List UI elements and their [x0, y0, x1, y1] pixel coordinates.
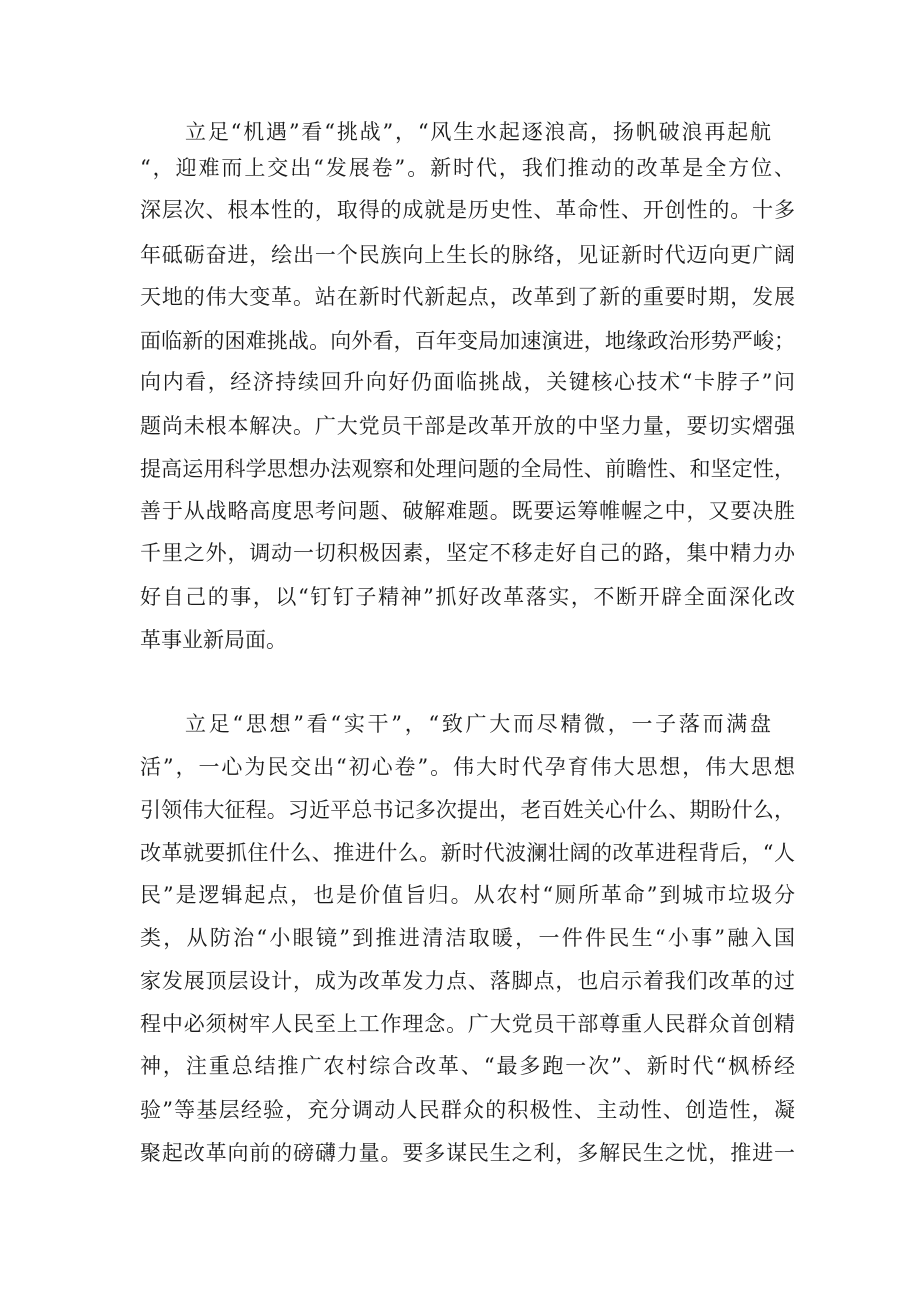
text-line	[0, 622, 920, 658]
line-text: 聚起改革向前的磅礴力量。要多谋民生之利，多解民生之忧，推进一	[140, 1141, 795, 1165]
line-text: 神，注重总结推广农村综合改革、“最多跑一次”、新时代“枫桥经	[140, 1054, 795, 1078]
line-text: 立足“思想”看“实干”，“致广大而尽精微，一子落而满盘	[185, 712, 771, 736]
text-line	[0, 364, 920, 400]
line-text: 类，从防治“小眼镜”到推进清洁取暖，一件件民生“小事”融入国	[140, 926, 795, 950]
line-text: 提高运用科学思想办法观察和处理问题的全局性、前瞻性、和坚定性，	[140, 457, 795, 481]
text-line	[0, 192, 920, 228]
line-text: 活”，一心为民交出“初心卷”。伟大时代孕育伟大思想，伟大思想	[140, 755, 795, 779]
text-line	[0, 1006, 920, 1042]
line-text: “，迎难而上交出“发展卷”。新时代，我们推动的改革是全方位、	[140, 156, 795, 180]
text-line	[0, 150, 920, 186]
line-text: 验”等基层经验，充分调动人民群众的积极性、主动性、创造性，凝	[140, 1098, 795, 1122]
text-line	[0, 877, 920, 913]
text-line	[0, 114, 920, 150]
text-line	[0, 323, 920, 359]
line-text: 深层次、根本性的，取得的成就是历史性、革命性、开创性的。十多	[140, 198, 795, 222]
text-line	[0, 963, 920, 999]
line-text: 千里之外，调动一切积极因素，坚定不移走好自己的路，集中精力办	[140, 541, 795, 565]
line-text: 引领伟大征程。习近平总书记多次提出，老百姓关心什么、期盼什么，	[140, 798, 795, 822]
text-line	[0, 451, 920, 487]
line-text: 年砥砺奋进，绘出一个民族向上生长的脉络，见证新时代迈向更广阔	[140, 243, 795, 267]
line-text: 家发展顶层设计，成为改革发力点、落脚点，也启示着我们改革的过	[140, 969, 795, 993]
text-line	[0, 1135, 920, 1171]
line-text: 面临新的困难挑战。向外看，百年变局加速演进，地缘政治形势严峻；	[140, 329, 795, 353]
line-text: 好自己的事，以“钉钉子精神”抓好改革落实，不断开辟全面深化改	[140, 585, 795, 609]
text-line	[0, 920, 920, 956]
text-line	[0, 237, 920, 273]
text-line	[0, 493, 920, 529]
text-line	[0, 835, 920, 871]
line-text: 题尚未根本解决。广大党员干部是改革开放的中坚力量，要切实熠强	[140, 414, 795, 438]
text-line	[0, 1092, 920, 1128]
line-text: 向内看，经济持续回升向好仍面临挑战，关键核心技术“卡脖子”问	[140, 370, 795, 394]
text-line	[0, 579, 920, 615]
line-text: 程中必须树牢人民至上工作理念。广大党员干部尊重人民群众首创精	[140, 1012, 795, 1036]
line-text: 善于从战略高度思考问题、破解难题。既要运筹帷幄之中，又要决胜	[140, 499, 795, 523]
line-text: 民”是逻辑起点，也是价值旨归。从农村“厕所革命”到城市垃圾分	[140, 883, 795, 907]
line-text: 改革就要抓住什么、推进什么。新时代波澜壮阔的改革进程背后，“人	[140, 841, 795, 865]
line-text: 天地的伟大变革。站在新时代新起点，改革到了新的重要时期，发展	[140, 285, 795, 309]
text-line	[0, 792, 920, 828]
text-line	[0, 1048, 920, 1084]
line-text: 立足“机遇”看“挑战”，“风生水起逐浪高，扬帆破浪再起航	[185, 120, 771, 144]
text-line	[0, 535, 920, 571]
text-line	[0, 749, 920, 785]
text-line	[0, 408, 920, 444]
text-line	[0, 706, 920, 742]
line-text: 革事业新局面。	[140, 628, 287, 652]
text-line	[0, 279, 920, 315]
